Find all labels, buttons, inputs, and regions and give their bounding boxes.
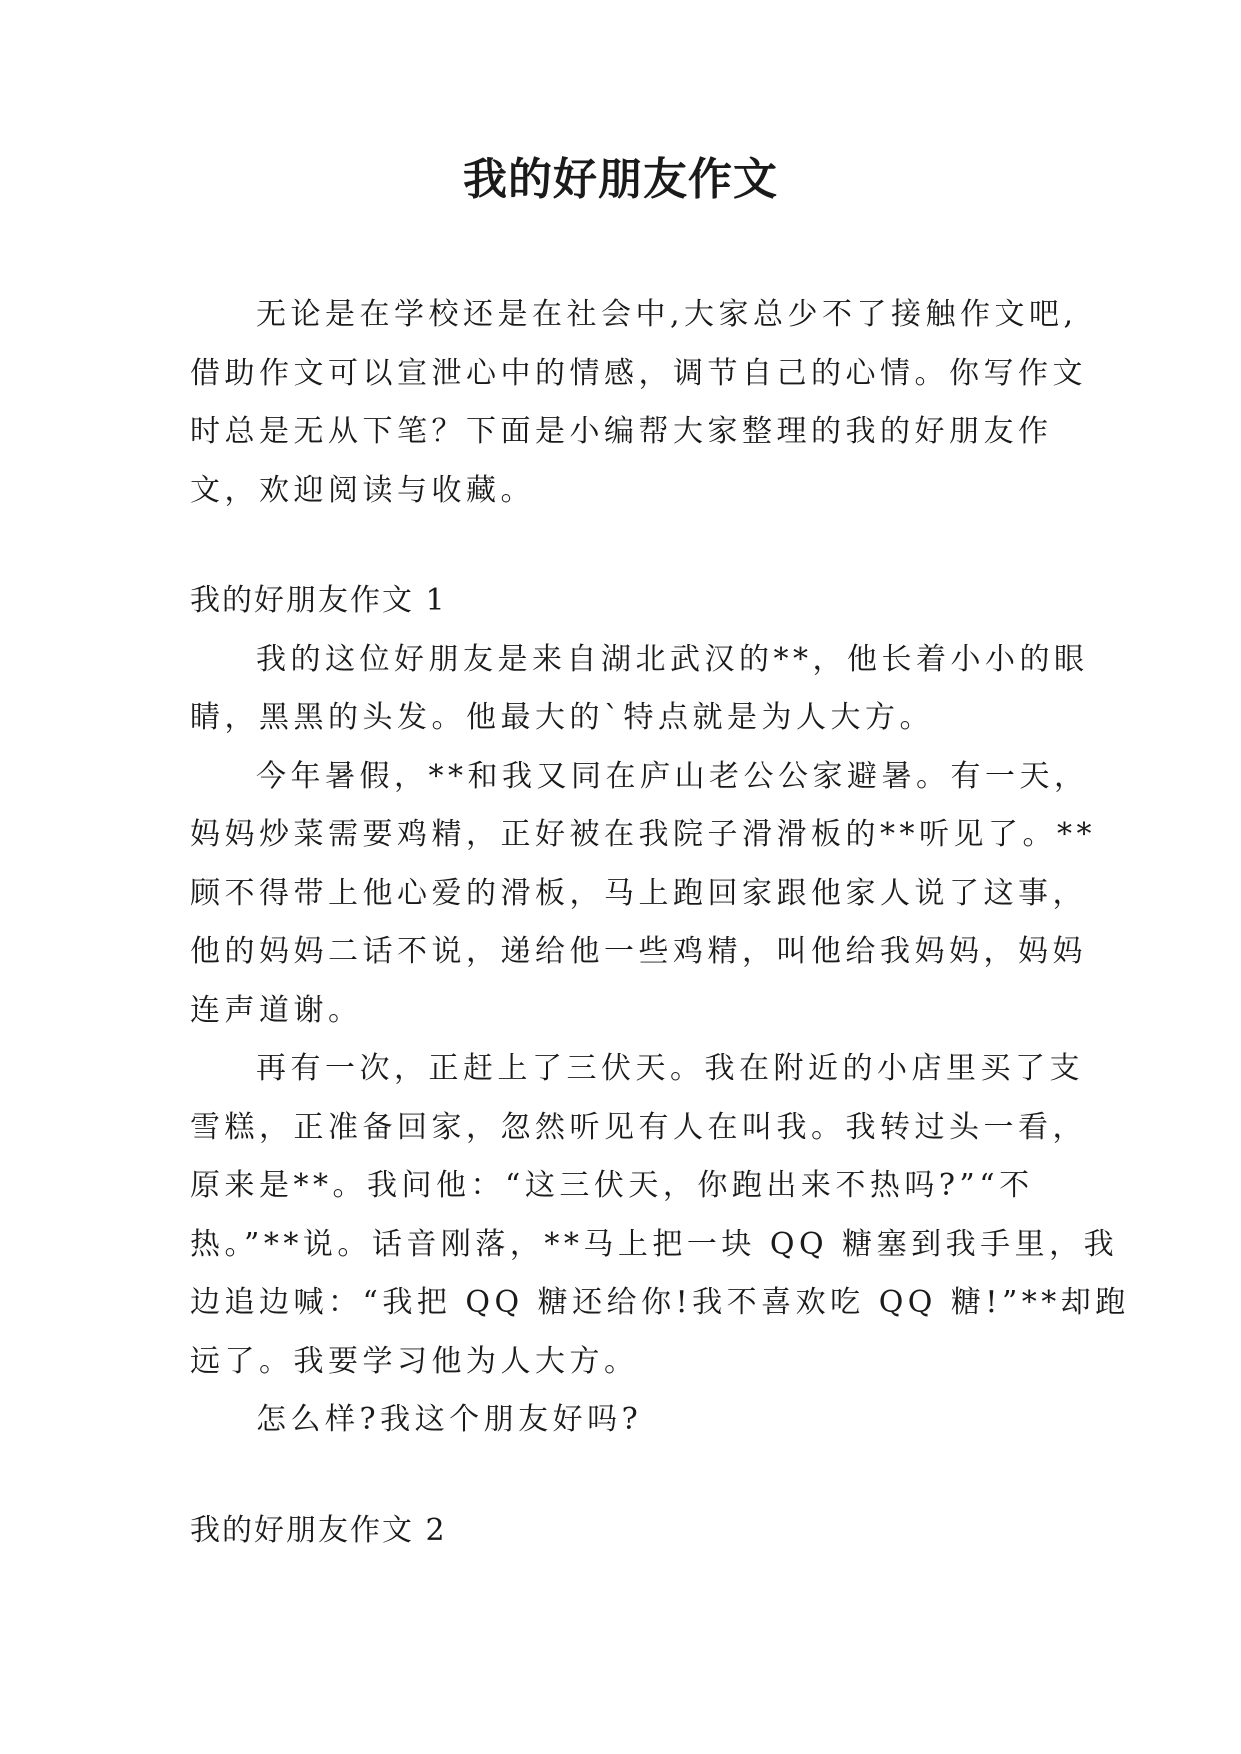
text-line: 妈妈炒菜需要鸡精，正好被在我院子滑滑板的**听见了。**	[190, 817, 1096, 852]
text-line: 今年暑假，**和我又同在庐山老公公家避暑。有一天，	[256, 758, 1089, 794]
section-spacer	[190, 1450, 1070, 1502]
document-title: 我的好朋友作文	[463, 154, 778, 205]
text-line: 热。”**说。话音刚落，**马上把一块 QQ 糖塞到我手里，我	[190, 1226, 1119, 1262]
section-spacer	[190, 520, 1070, 572]
intro-paragraph	[190, 286, 1087, 520]
text-line: 雪糕，正准备回家，忽然听见有人在叫我。我转过头一看，	[190, 1109, 1087, 1145]
paragraph	[190, 748, 1096, 1041]
text-line: 原来是**。我问他：“这三伏天，你跑出来不热吗?”“不	[190, 1168, 1034, 1203]
text-line: 远了。我要学习他为人大方。	[190, 1343, 639, 1379]
text-line: 怎么样?我这个朋友好吗?	[256, 1402, 643, 1437]
text-line: 他的妈妈二话不说，递给他一些鸡精，叫他给我妈妈，妈妈	[190, 934, 1087, 969]
document-body	[190, 286, 1130, 1560]
text-line: 借助作文可以宣泄心中的情感，调节自己的心情。你写作文	[190, 355, 1087, 391]
paragraph	[190, 1391, 1070, 1450]
section-heading-2: 我的好朋友作文 2	[190, 1512, 447, 1548]
text-line: 顾不得带上他心爱的滑板，马上跑回家跟他家人说了这事，	[190, 875, 1087, 911]
text-line: 无论是在学校还是在社会中,大家总少不了接触作文吧,	[256, 297, 1078, 332]
paragraph	[190, 1040, 1130, 1391]
text-line: 再有一次，正赶上了三伏天。我在附近的小店里买了支	[256, 1051, 1084, 1086]
text-line: 边追边喊：“我把 QQ 糖还给你!我不喜欢吃 QQ 糖!”**却跑	[190, 1285, 1130, 1320]
section-heading-1: 我的好朋友作文 1	[190, 583, 447, 618]
text-line: 我的这位好朋友是来自湖北武汉的**，他长着小小的眼	[256, 641, 1089, 677]
text-line: 时总是无从下笔？下面是小编帮大家整理的我的好朋友作	[190, 414, 1053, 449]
text-line: 连声道谢。	[190, 992, 363, 1028]
text-line: 文，欢迎阅读与收藏。	[190, 472, 535, 508]
paragraph	[190, 631, 1089, 748]
text-line: 睛，黑黑的头发。他最大的`特点就是为人大方。	[190, 700, 934, 735]
